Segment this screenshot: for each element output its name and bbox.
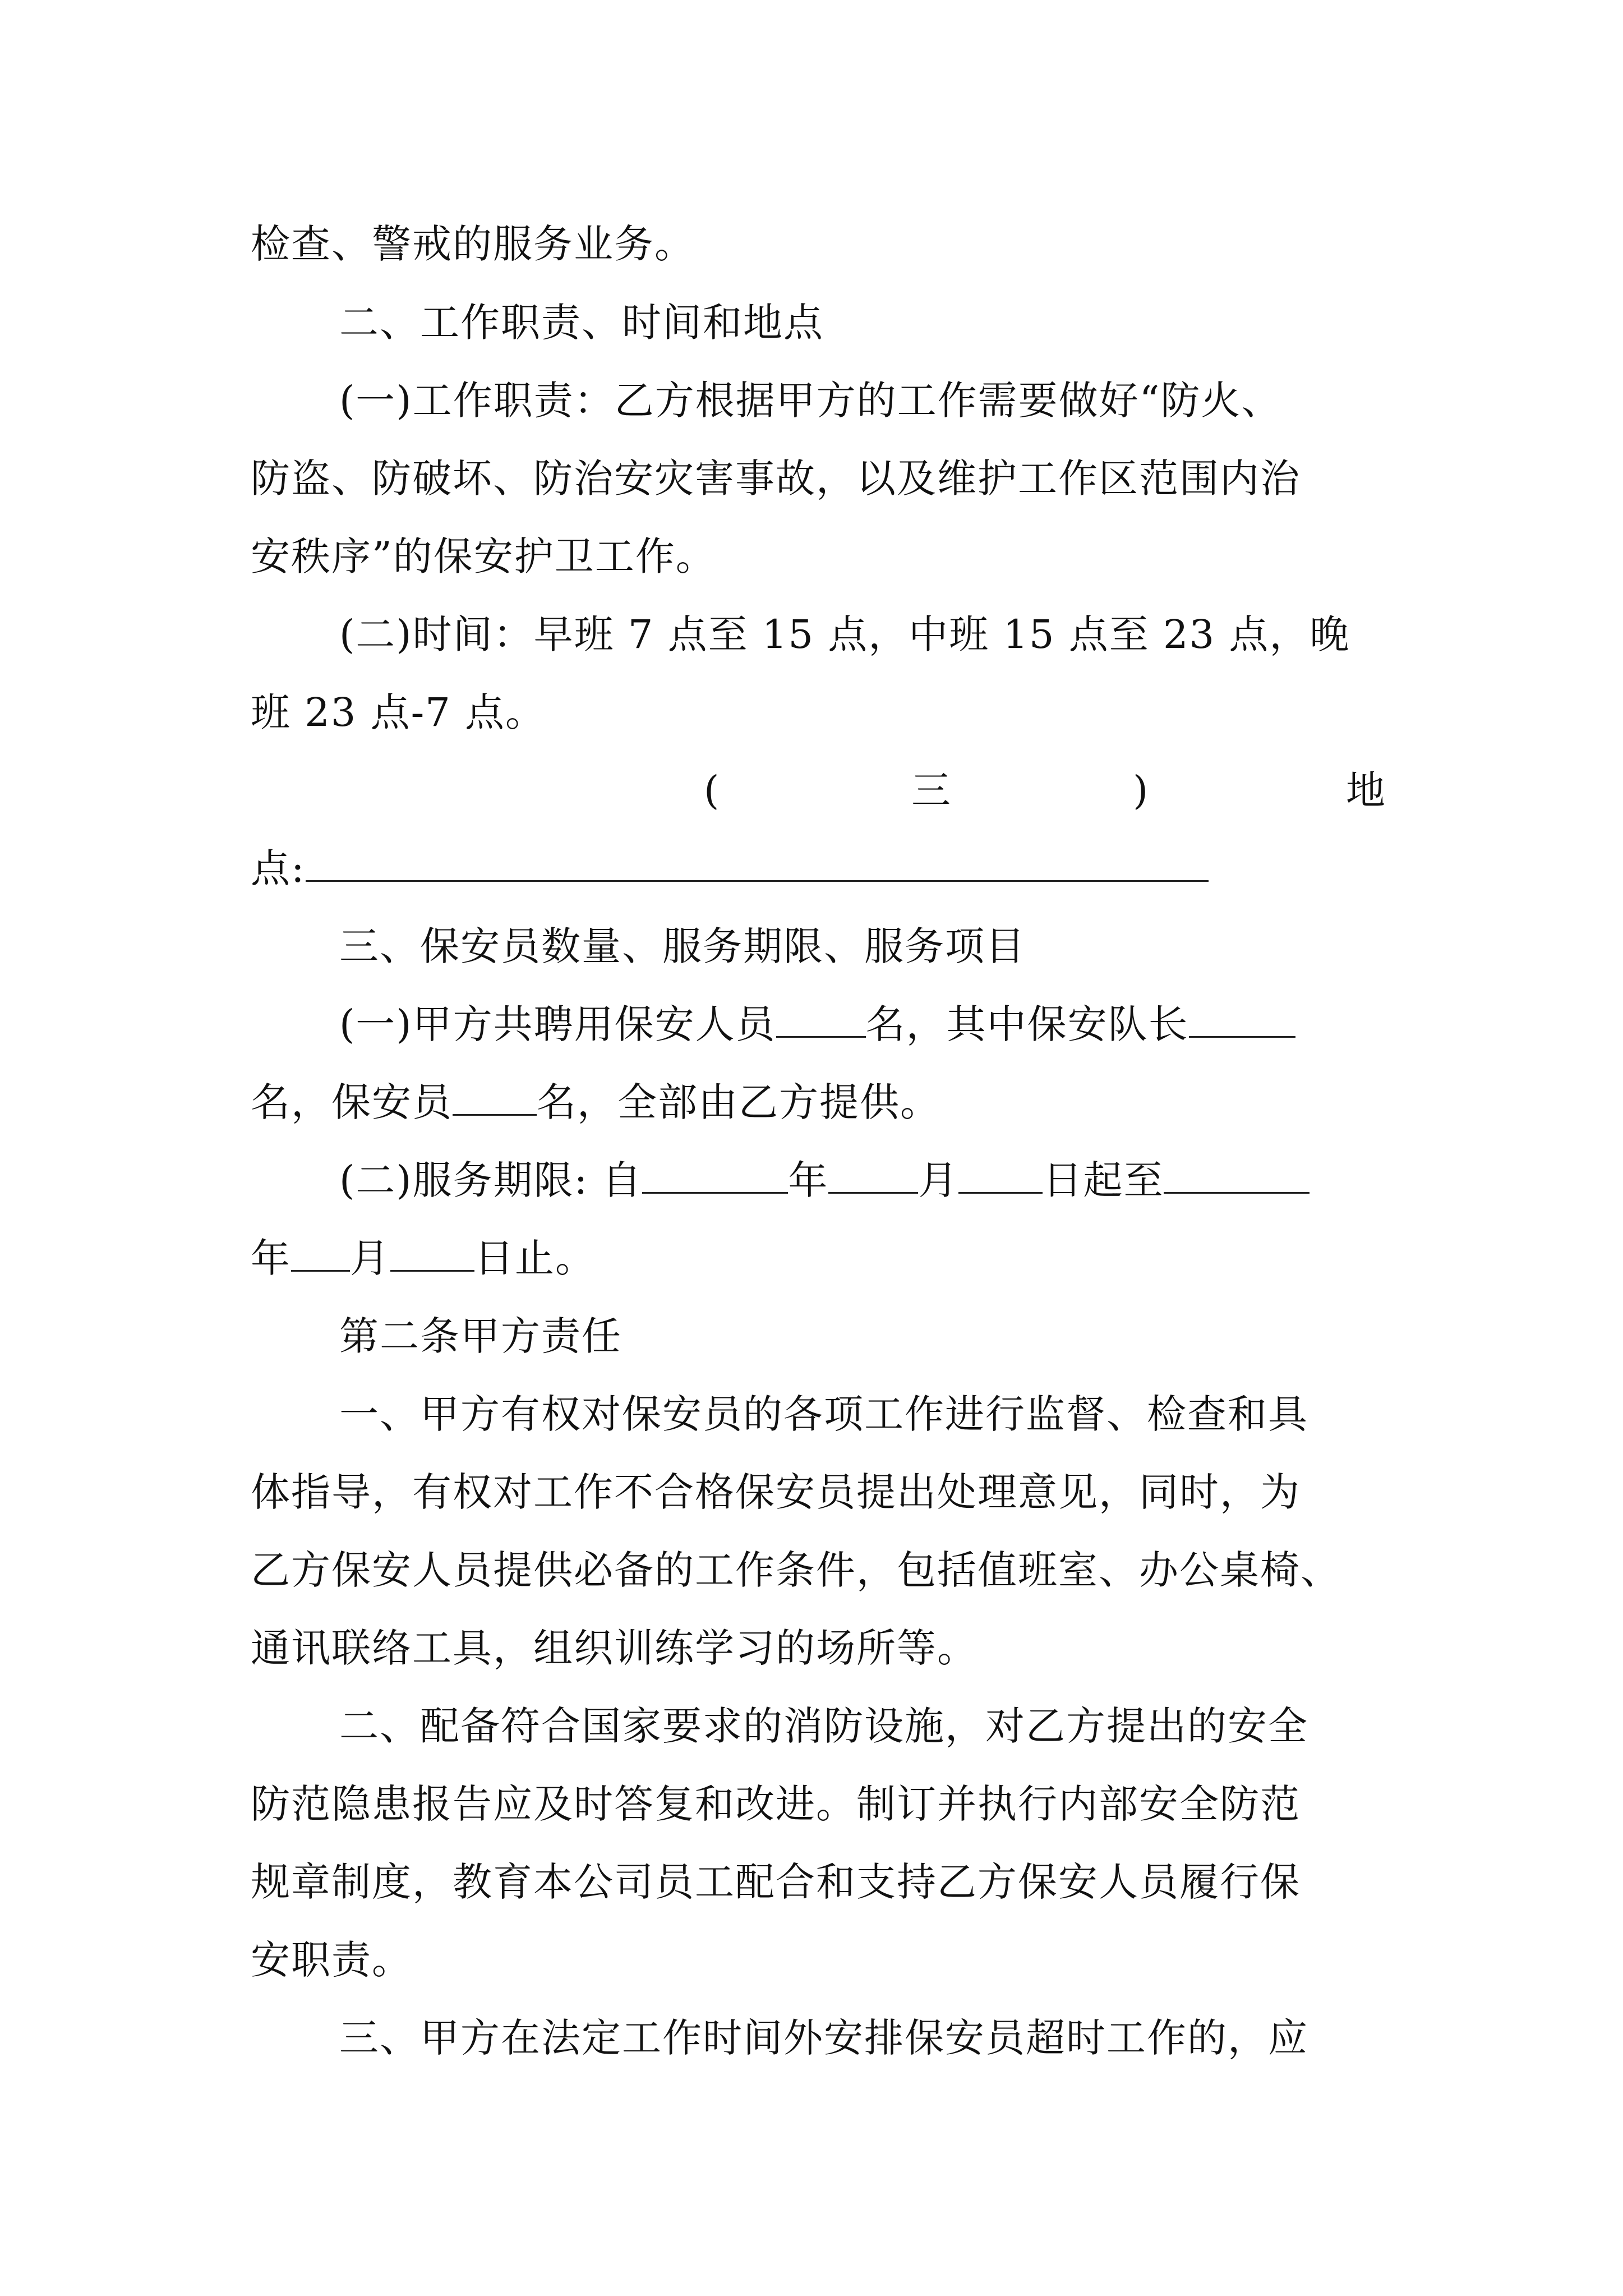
text-line: 安秩序”的保安护卫工作。 xyxy=(251,533,716,579)
text-line: 体指导，有权对工作不合格保安员提出处理意见，同时，为 xyxy=(251,1469,1301,1515)
section-heading: 三、保安员数量、服务期限、服务项目 xyxy=(339,923,1026,969)
location-label: 地 xyxy=(1346,767,1385,813)
text-segment: 月 xyxy=(350,1235,390,1281)
paren-number: 三 xyxy=(911,767,951,813)
text-line: (二)时间：早班 7 点至 15 点，中班 15 点至 23 点，晚 xyxy=(339,611,1350,657)
text-line: 通讯联络工具，组织训练学习的场所等。 xyxy=(251,1625,978,1671)
text-line: 一、甲方有权对保安员的各项工作进行监督、检查和具 xyxy=(339,1391,1308,1437)
text-line xyxy=(339,996,1389,1052)
end-month-blank[interactable] xyxy=(291,1235,350,1272)
text-line xyxy=(339,1152,1389,1208)
text-segment: 名，全部由乙方提供。 xyxy=(537,1079,940,1125)
text-line: 防盗、防破坏、防治安灾害事故，以及维护工作区范围内治 xyxy=(251,455,1301,501)
text-segment: 日止。 xyxy=(474,1235,596,1281)
text-segment: 名，其中保安队长 xyxy=(865,1001,1189,1047)
text-line: 检查、警戒的服务业务。 xyxy=(251,221,695,267)
paren-open: ( xyxy=(704,767,720,813)
end-year-blank[interactable] xyxy=(1164,1157,1310,1194)
text-segment: (二)服务期限: 自 xyxy=(339,1157,643,1203)
text-segment: (一)甲方共聘用保安人员 xyxy=(339,1001,776,1047)
location-blank[interactable] xyxy=(306,845,1209,882)
text-line: 乙方保安人员提供必备的工作条件，包括值班室、办公桌椅、 xyxy=(251,1547,1341,1593)
end-day-blank[interactable] xyxy=(390,1235,474,1272)
paren-close: ) xyxy=(1133,767,1149,813)
text-line: 安职责。 xyxy=(251,1937,412,1983)
guard-count-blank[interactable] xyxy=(453,1079,537,1116)
text-line: 三、甲方在法定工作时间外安排保安员超时工作的，应 xyxy=(339,2015,1308,2061)
text-line: 规章制度，教育本公司员工配合和支持乙方保安人员履行保 xyxy=(251,1859,1301,1905)
text-line: 防范隐患报告应及时答复和改进。制订并执行内部安全防范 xyxy=(251,1781,1301,1827)
text-line xyxy=(251,1230,1389,1286)
start-month-blank[interactable] xyxy=(828,1157,918,1194)
captain-count-blank[interactable] xyxy=(1189,1001,1295,1038)
location-line xyxy=(251,840,1389,896)
article-heading: 第二条甲方责任 xyxy=(339,1313,622,1359)
text-segment: 年 xyxy=(251,1235,291,1281)
text-segment: 年 xyxy=(788,1157,829,1203)
location-label-end: 点: xyxy=(251,845,306,891)
text-line: 二、配备符合国家要求的消防设施，对乙方提出的安全 xyxy=(339,1703,1308,1749)
text-segment: 名，保安员 xyxy=(251,1079,453,1125)
text-line: 班 23 点-7 点。 xyxy=(251,689,546,735)
text-segment: 月 xyxy=(918,1157,959,1203)
total-staff-blank[interactable] xyxy=(776,1001,866,1038)
text-segment: 日起至 xyxy=(1043,1157,1164,1203)
section-heading: 二、工作职责、时间和地点 xyxy=(339,300,824,346)
text-line: (一)工作职责：乙方根据甲方的工作需要做好“防火、 xyxy=(339,378,1282,424)
start-year-blank[interactable] xyxy=(642,1157,788,1194)
text-line xyxy=(251,1074,1389,1130)
start-day-blank[interactable] xyxy=(958,1157,1043,1194)
